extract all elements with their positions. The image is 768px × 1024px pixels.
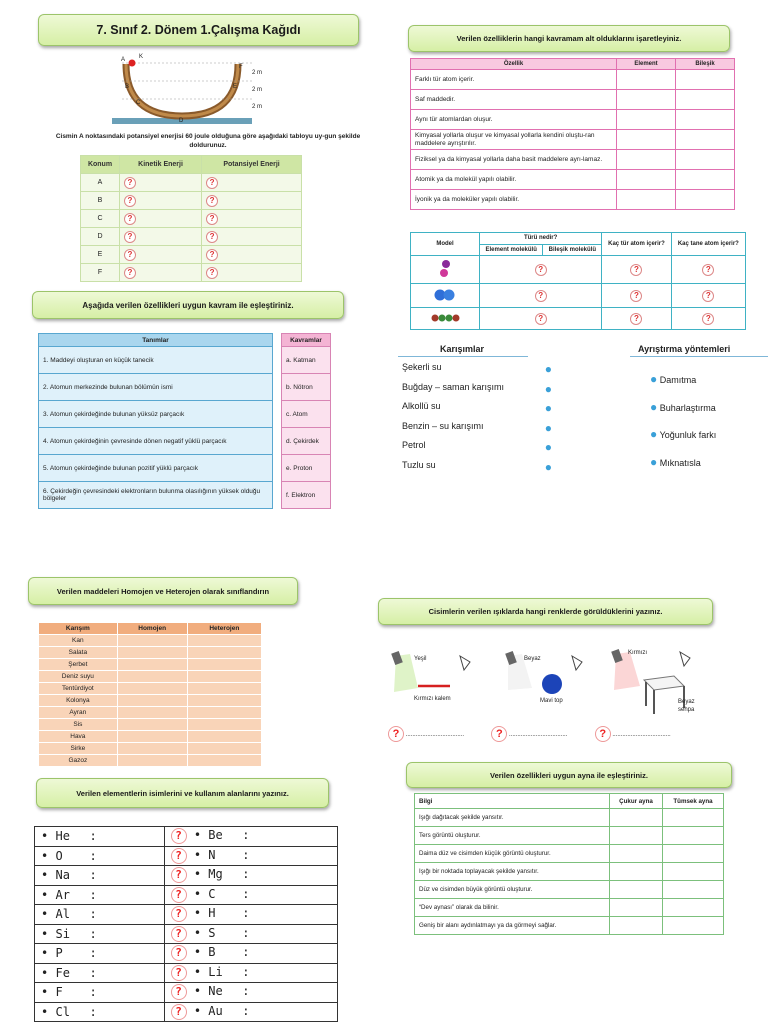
table-row: • Fe : ? • Li : — [35, 963, 338, 983]
table-row: Işığı bir noktada toplayacak şekilde yansıtır. — [415, 863, 724, 881]
matching-banner: Aşağıda verilen özellikleri uygun kavram ile eşleştiriniz. — [32, 291, 344, 319]
mixtures-list: Şekerli su ● Buğday – saman karışımı ● Alkollü su ● Benzin – su karışımı ● Petrol ● Tuzlu su ● — [402, 362, 552, 474]
table-row: Deniz suyu — [39, 671, 262, 683]
concept-e: e. Proton — [282, 455, 331, 482]
table-row: Saf maddedir. — [411, 90, 735, 110]
table-row: Düz ve cisimden büyük görüntü oluşturur. — [415, 881, 724, 899]
table-row: İyonik ya da moleküler yapılı olabilir. — [411, 190, 735, 210]
label-A: A — [121, 57, 126, 63]
table-row: Farklı tür atom içerir. — [411, 70, 735, 90]
table-row: Sis — [39, 719, 262, 731]
table-row: Ters görüntü oluşturur. — [415, 827, 724, 845]
table-row: ? ? ? — [411, 308, 746, 330]
definition-5: 5. Atomun çekirdeğinde bulunan pozitif yüklü parçacık — [39, 455, 273, 482]
table-row: Hava — [39, 731, 262, 743]
separation-list: ● Damıtma ● Buharlaştırma ● Yoğunluk farkı ● Mıknatısla — [650, 372, 717, 469]
energy-table — [80, 155, 302, 282]
scene-red-light: Kırmızı Beyaz sehpa — [608, 646, 718, 720]
concept-b: b. Nötron — [282, 374, 331, 401]
table-row: • Na : ? • Mg : — [35, 866, 338, 886]
table-row: Daima düz ve cisimden küçük görüntü oluşturur. — [415, 845, 724, 863]
table-row: Salata — [39, 647, 262, 659]
table-row: Şerbet — [39, 659, 262, 671]
height-3: 2 m — [252, 104, 263, 110]
page-title: 7. Sınıf 2. Dönem 1.Çalışma Kağıdı — [96, 23, 301, 37]
molecule-1 — [411, 256, 480, 284]
model-table: Model Türü nedir? Kaç tür atom içerir? Kaç tane atom içerir? Element molekülü Bileşik molekülü ? ? ? ? ? ? ? ? ? — [410, 232, 746, 330]
energy-figure — [112, 54, 272, 126]
table-row: • Cl : ? • Au : — [35, 1002, 338, 1022]
table-row: Kolonya — [39, 695, 262, 707]
concepts-table — [281, 333, 331, 509]
height-2: 2 m — [252, 87, 263, 93]
label-F: F — [239, 64, 243, 70]
energy-question: Cismin A noktasındaki potansiyel enerjisi 60 joule olduğuna göre aşağıdaki tabloyu uy-gun şekilde doldurunuz. — [55, 133, 361, 149]
half-pipe-diagram — [112, 54, 272, 126]
table-row: ? ? ? — [411, 256, 746, 284]
definition-4: 4. Atomun çekirdeğinin çevresinde dönen negatif yüklü parçacık — [39, 428, 273, 455]
table-row: Geniş bir alanı aydınlatmayı ya da görmeyi sağlar. — [415, 917, 724, 935]
table-row: E ? ? — [81, 246, 302, 264]
height-1: 2 m — [252, 70, 263, 76]
definition-2: 2. Atomun merkezinde bulunan bölümün ismi — [39, 374, 273, 401]
definition-1: 1. Maddeyi oluşturan en küçük tanecik — [39, 347, 273, 374]
header-konum: Konum — [81, 156, 120, 174]
table-row: • F : ? • Ne : — [35, 983, 338, 1003]
mirrors-table: Bilgi Çukur ayna Tümsek ayna Işığı dağıtacak şekilde yansıtır. Ters görüntü oluşturur. Daima düz ve cisimden küçük görüntü oluşturur. Işığı bir noktada toplayacak şekilde yansıtır. Düz ve cisimden büyük görüntü oluşturur. “Dev aynası” olarak da bilinir. Geniş bir alanı aydınlatmayı ya da görmeyi sağlar. — [414, 793, 724, 935]
table-row: • Ar : ? • C : — [35, 885, 338, 905]
table-row: • He : ? • Be : — [35, 827, 338, 847]
header-potansiyel: Potansiyel Enerji — [202, 156, 302, 174]
properties-table: Özellik Element Bileşik Farklı tür atom içerir. Saf maddedir. Aynı tür atomlardan oluşur. Kimyasal yollarla oluşur ve kimyasal yollarla kendini oluştu-ran maddelere ayrıştırılır. Fiziksel ya da kimyasal yollarla daha basit maddelere ayrı-lamaz. Atomik ya da molekül yapılı olabilir. İyonik ya da moleküler yapılı olabilir. — [410, 58, 735, 210]
concepts-header: Kavramlar — [282, 334, 331, 347]
table-row: B ? ? — [81, 192, 302, 210]
concept-c: c. Atom — [282, 401, 331, 428]
scene-white-light: Beyaz Mavi top — [502, 650, 602, 710]
elements-banner: Verilen elementlerin isimlerini ve kullanım alanlarını yazınız. — [36, 778, 329, 808]
table-row: Aynı tür atomlardan oluşur. — [411, 110, 735, 130]
definition-3: 3. Atomun çekirdeğinde bulunan yüksüz parçacık — [39, 401, 273, 428]
separation-title: Ayrıştırma yöntemleri — [638, 344, 731, 354]
table-row: Ayran — [39, 707, 262, 719]
table-row: Atomik ya da molekül yapılı olabilir. — [411, 170, 735, 190]
definitions-header: Tanımlar — [39, 334, 273, 347]
table-row: C ? ? — [81, 210, 302, 228]
concept-d: d. Çekirdek — [282, 428, 331, 455]
colors-banner: Cisimlerin verilen ışıklarda hangi renklerde görüldüklerini yazınız. — [378, 598, 713, 625]
definition-6: 6. Çekirdeğin çevresindeki elektronların bulunma olasılığının yüksek olduğu bölgeler — [39, 482, 273, 509]
table-row: F ? ? — [81, 264, 302, 282]
table-row: • Al : ? • H : — [35, 905, 338, 925]
concept-a: a. Katman — [282, 347, 331, 374]
table-row: Kimyasal yollarla oluşur ve kimyasal yollarla kendini oluştu-ran maddelere ayrıştırılır. — [411, 130, 735, 150]
molecule-3 — [411, 308, 480, 330]
page-title-banner — [38, 14, 359, 46]
label-E: E — [233, 84, 238, 90]
properties-banner: Verilen özelliklerin hangi kavramam alt olduklarını işaretleyiniz. — [408, 25, 730, 52]
elements-table — [34, 826, 338, 1022]
label-B: B — [125, 84, 130, 90]
table-row: Gazoz — [39, 755, 262, 767]
scene-green-light: Yeşil Kırmızı kalem — [388, 650, 488, 710]
table-row: • Si : ? • S : — [35, 924, 338, 944]
homogen-table: Karışım Homojen Heterojen Kan Salata Şerbet Deniz suyu Tentürdiyot Kolonya Ayran Sis Hava Sirke Gazoz — [38, 622, 262, 767]
table-row: “Dev aynası” olarak da bilinir. — [415, 899, 724, 917]
table-row: Kan — [39, 635, 262, 647]
table-row: Tentürdiyot — [39, 683, 262, 695]
mirrors-banner: Verilen özellikleri uygun ayna ile eşleştiriniz. — [406, 762, 732, 788]
table-row: A ? ? — [81, 174, 302, 192]
table-row: Fiziksel ya da kimyasal yollarla daha basit maddelere ayrı-lamaz. — [411, 150, 735, 170]
concept-f: f. Elektron — [282, 482, 331, 509]
label-K: K — [139, 54, 144, 60]
header-kinetik: Kinetik Enerji — [120, 156, 202, 174]
answer-row: ? ................................... ? ................................... ? ................................... — [388, 726, 728, 742]
table-row: D ? ? — [81, 228, 302, 246]
homogen-banner: Verilen maddeleri Homojen ve Heterojen olarak sınıflandırın — [28, 577, 298, 605]
molecule-2 — [411, 284, 480, 308]
table-row: • O : ? • N : — [35, 846, 338, 866]
definitions-table — [38, 333, 273, 509]
label-D: D — [179, 118, 184, 124]
mixtures-title: Karışımlar — [440, 344, 485, 354]
table-row: • P : ? • B : — [35, 944, 338, 964]
table-row: ? ? ? — [411, 284, 746, 308]
table-row: Sirke — [39, 743, 262, 755]
table-row: Işığı dağıtacak şekilde yansıtır. — [415, 809, 724, 827]
label-C: C — [136, 100, 141, 106]
